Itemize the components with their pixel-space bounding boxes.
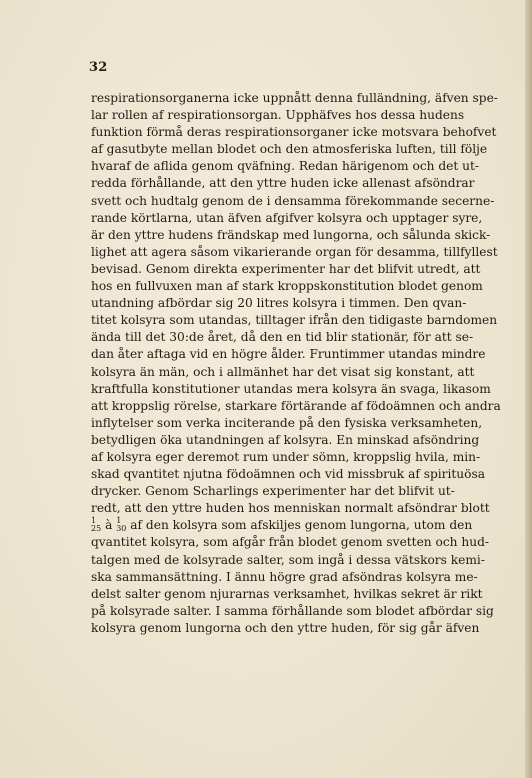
text-line: redda förhållande, att den yttre huden icke allenast afsöndrar (91, 176, 475, 191)
text-line: rande körtlarna, utan äfven afgifver kolsyra och upptager syre, (91, 210, 483, 225)
page-edge (525, 0, 532, 778)
text-line: lighet att agera såsom vikarierande organ för desamma, tillfyllest (91, 244, 498, 259)
text-line: hos en fullvuxen man af stark kroppskonstitution blodet genom (91, 279, 483, 294)
text-line: lar rollen af respirationsorgan. Upphäfves hos dessa hudens (91, 108, 465, 123)
text-line: kolsyra än män, och i allmänhet har det visat sig konstant, att (91, 364, 475, 379)
text-line: att kroppslig rörelse, starkare förtärande af födoämnen och andra (91, 398, 501, 413)
text-line: drycker. Genom Scharlings experimenter har det blifvit ut- (91, 484, 455, 499)
text-line: dan åter aftaga vid en högre ålder. Fruntimmer utandas mindre (91, 347, 486, 362)
text-line: af kolsyra eger deremot rum under sömn, kroppslig hvila, min- (91, 449, 481, 464)
text-line: qvantitet kolsyra, som afgår från blodet genom svetten och hud- (91, 535, 490, 550)
text-line: kolsyra genom lungorna och den yttre huden, för sig går äfven (91, 620, 480, 635)
text-line: hvaraf de aflida genom qväfning. Redan härigenom och det ut- (91, 159, 480, 174)
text-line: är den yttre hudens frändskap med lungorna, och sålunda skick- (91, 227, 491, 242)
fraction: 1 25 (91, 516, 102, 534)
text-line: kraftfulla konstitutioner utandas mera kolsyra än svaga, likasom (91, 381, 491, 396)
text-line: af gasutbyte mellan blodet och den atmosferiska luften, till följe (91, 142, 488, 157)
text-line: skad qvantitet njutna födoämnen och vid missbruk af spirituösa (91, 467, 485, 482)
fraction: 1 30 (116, 516, 127, 534)
text-line: talgen med de kolsyrade salter, som ingå i dessa vätskors kemi- (91, 552, 485, 567)
text-line: redt, att den yttre huden hos menniskan normalt afsöndrar blott (91, 501, 490, 516)
page-number: 32 (89, 60, 108, 75)
text-line: delst salter genom njurarnas verksamhet, hvilkas sekret är rikt (91, 586, 483, 601)
text-line: funktion förmå deras respirationsorganer icke motsvara behofvet (91, 125, 497, 140)
text-line: utandning afbördar sig 20 litres kolsyra i timmen. Den qvan- (91, 296, 467, 311)
body-text (91, 90, 501, 637)
text-line: ska sammansättning. I ännu högre grad afsöndras kolsyra me- (91, 569, 478, 584)
text-line: svett och hudtalg genom de i densamma förekommande secerne- (91, 193, 495, 208)
text-line: bevisad. Genom direkta experimenter har det blifvit utredt, att (91, 261, 481, 276)
text-line: ända till det 30:de året, då den en tid blir stationär, för att se- (91, 330, 474, 345)
text-line: titet kolsyra som utandas, tilltager ifrån den tidigaste barndomen (91, 313, 498, 328)
text-line: respirationsorganerna icke uppnått denna fulländning, äfven spe- (91, 91, 498, 105)
text-line: på kolsyrade salter. I samma förhållande som blodet afbördar sig (91, 603, 494, 618)
text-line-with-fraction: 1 25 à 1 30 af den kolsyra som afskiljes genom lungorna, utom den (91, 516, 473, 534)
fraction-connector: à (105, 518, 113, 533)
text-line: inflytelser som verka inciterande på den fysiska verksamheten, (91, 415, 483, 430)
text-line: betydligen öka utandningen af kolsyra. En minskad afsöndring (91, 432, 480, 447)
